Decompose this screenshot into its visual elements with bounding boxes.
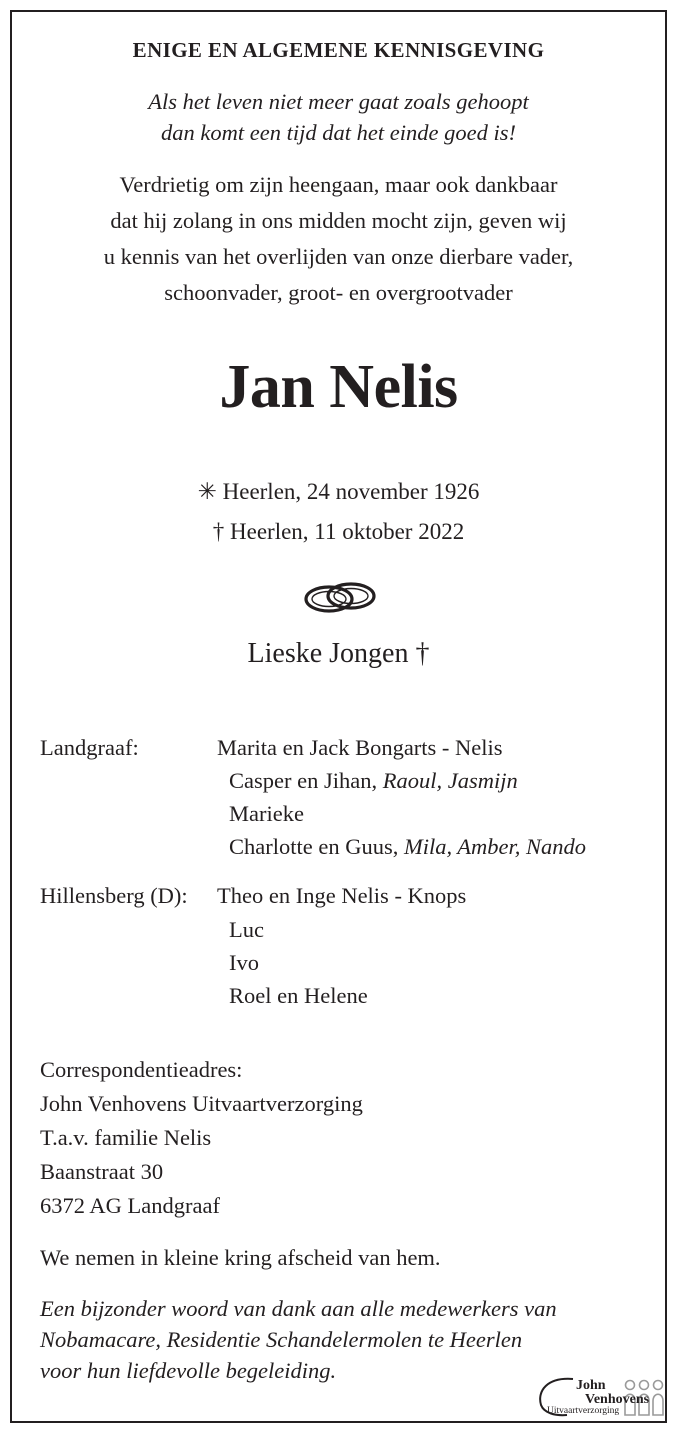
birth-line (0, 479, 677, 505)
thanks-line: Een bijzonder woord van dank aan alle medewerkers van (40, 1296, 557, 1321)
child-name: Charlotte en Guus, (229, 834, 399, 859)
intro-text (0, 167, 677, 311)
logo-line-1: John (576, 1378, 606, 1393)
place-landgraaf: Landgraaf: (40, 735, 139, 760)
death-line (0, 519, 677, 545)
deceased-name: Jan Nelis (219, 353, 458, 421)
address-line: Correspondentieadres: (40, 1057, 243, 1082)
child-name: Marieke (229, 801, 304, 826)
grandchildren-names: Mila, Amber, Nando (403, 834, 587, 859)
death-cross-icon: † (212, 519, 225, 544)
notice-heading: ENIGE EN ALGEMENE KENNISGEVING (132, 38, 545, 62)
child-name: Ivo (229, 950, 259, 975)
intro-line: u kennis van het overlijden van onze dierbare vader, (103, 244, 574, 269)
death-text: Heerlen, 11 oktober 2022 (230, 519, 465, 544)
poem-line: dan komt een tijd dat het einde goed is! (161, 120, 516, 145)
logo-line-2: Venhovens (585, 1392, 650, 1407)
logo-line-3: Uitvaartverzorging (547, 1406, 620, 1416)
thanks-text (40, 1293, 557, 1386)
birth-text: Heerlen, 24 november 1926 (222, 479, 480, 504)
child-line (229, 768, 518, 794)
child-name: Casper en Jihan, (229, 768, 378, 793)
parents-landgraaf: Marita en Jack Bongarts - Nelis (217, 735, 503, 760)
spouse-name: Lieske Jongen † (247, 638, 430, 669)
child-name: Luc (229, 917, 264, 942)
parents-hillensberg: Theo en Inge Nelis - Knops (217, 883, 467, 908)
poem-line: Als het leven niet meer gaat zoals gehoopt (148, 89, 529, 114)
thanks-line: Nobamacare, Residentie Schandelermolen te Heerlen (40, 1327, 523, 1352)
wedding-rings-icon (303, 578, 377, 618)
farewell-text: We nemen in kleine kring afscheid van hem. (40, 1245, 441, 1270)
correspondence-address (40, 1053, 363, 1223)
thanks-line: voor hun liefdevolle begeleiding. (40, 1358, 337, 1383)
address-line: Baanstraat 30 (40, 1159, 164, 1184)
intro-line: dat hij zolang in ons midden mocht zijn, geven wij (110, 208, 567, 233)
birth-star-icon: ✳ (197, 479, 217, 504)
poem (0, 86, 677, 148)
intro-line: Verdrietig om zijn heengaan, maar ook dankbaar (119, 172, 558, 197)
address-line: John Venhovens Uitvaartverzorging (40, 1091, 363, 1116)
child-line (229, 801, 304, 827)
child-name: Roel en Helene (229, 983, 368, 1008)
grandchildren-names: Raoul, Jasmijn (382, 768, 518, 793)
intro-line: schoonvader, groot- en overgrootvader (164, 280, 513, 305)
place-hillensberg: Hillensberg (D): (40, 883, 188, 908)
child-line (229, 834, 586, 860)
address-line: 6372 AG Landgraaf (40, 1193, 220, 1218)
address-line: T.a.v. familie Nelis (40, 1125, 212, 1150)
funeral-director-logo (533, 1373, 671, 1419)
